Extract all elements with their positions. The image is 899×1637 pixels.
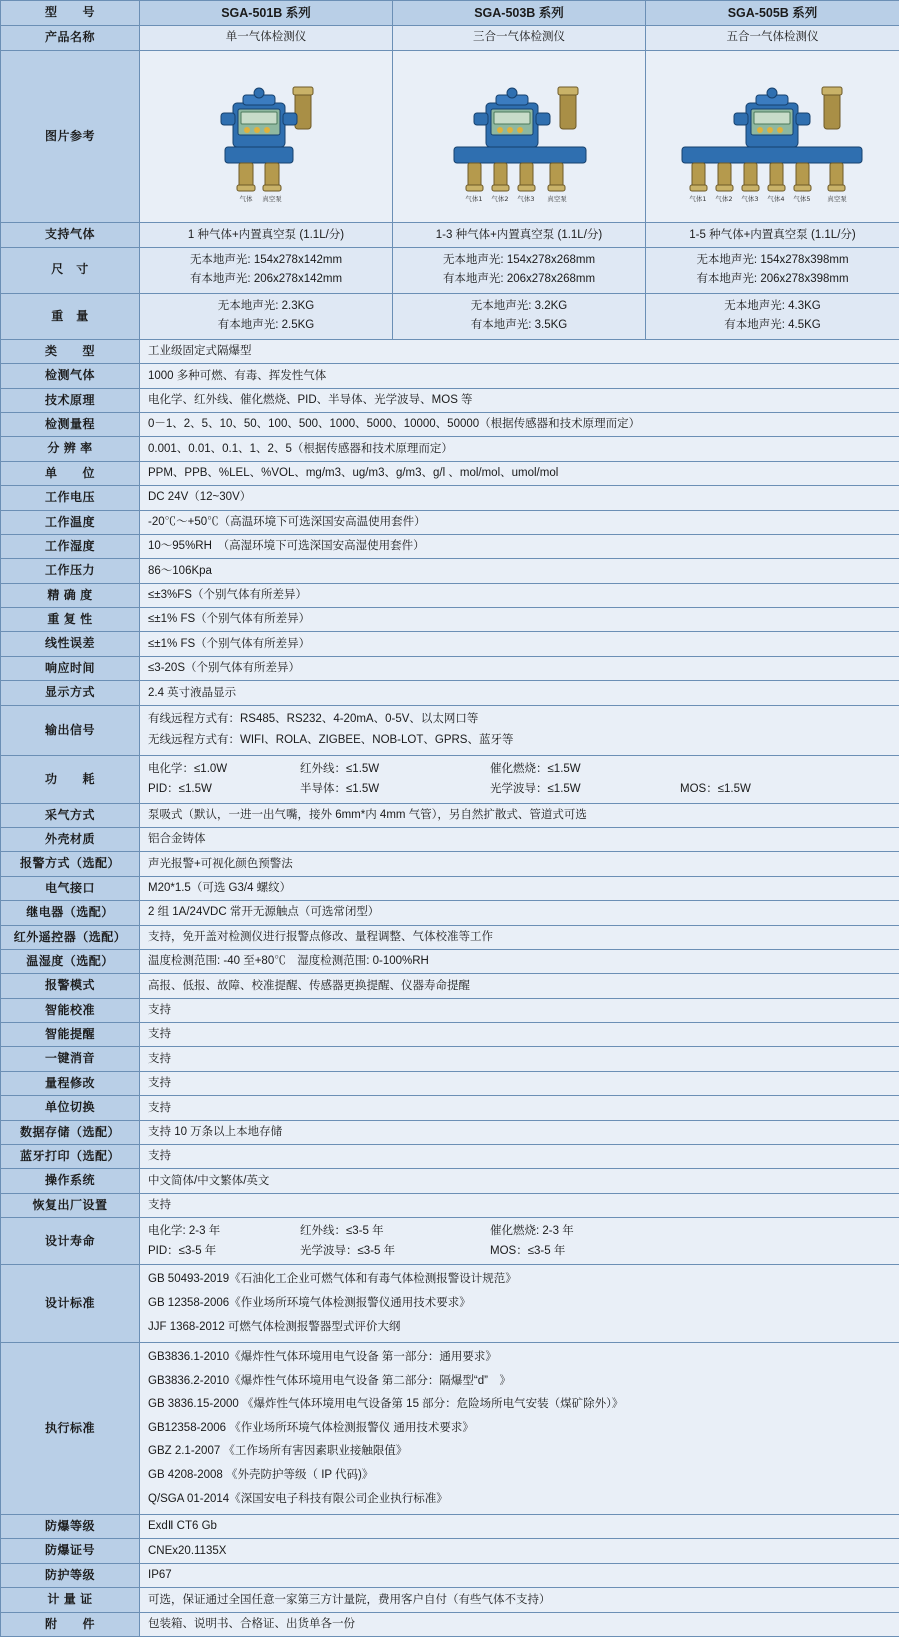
- design-life-line1: [148, 1221, 894, 1241]
- table-row-smart-reminder: [1, 1023, 899, 1047]
- table-row-size: [1, 247, 899, 293]
- table-row-smart-calibration: [1, 998, 899, 1022]
- value-range: 0－1、2、5、10、50、100、500、1000、5000、10000、50000（根据传感器和技术原理而定）: [140, 412, 899, 436]
- row-label-size: 尺 寸: [1, 247, 140, 293]
- value-resolution: 0.001、0.01、0.1、1、2、5（根据传感器和技术原理而定）: [140, 437, 899, 461]
- row-label-work-pressure: 工作压力: [1, 559, 140, 583]
- design-standard-item: JJF 1368-2012 可燃气体检测报警器型式评价大纲: [148, 1316, 894, 1340]
- value-one-key-mute: 支持: [140, 1047, 899, 1071]
- row-label-accuracy: 精 确 度: [1, 583, 140, 607]
- table-row-ir-remote-option: [1, 925, 899, 949]
- table-row-unit: [1, 461, 899, 485]
- device-drawing-5port: [658, 55, 888, 215]
- row-label-repeatability: 重 复 性: [1, 608, 140, 632]
- device-svg: [658, 55, 888, 215]
- value-voltage: DC 24V（12~30V）: [140, 486, 899, 510]
- size-503b-line1: 无本地声光: 154x278x268mm: [398, 251, 640, 271]
- size-503b: [393, 247, 646, 293]
- table-row-ip-grade: [1, 1563, 899, 1587]
- value-range-modification: 支持: [140, 1071, 899, 1095]
- power-electrochemical: 电化学：≤1.0W: [148, 759, 300, 779]
- row-label-weight: 重 量: [1, 293, 140, 339]
- row-label-ir-remote-option: 红外遥控器（选配）: [1, 925, 140, 949]
- table-row-work-humidity: [1, 534, 899, 558]
- svg-text:真空泵: 真空泵: [262, 194, 282, 203]
- row-label-relay-option: 继电器（选配）: [1, 901, 140, 925]
- weight-505b: [646, 293, 899, 339]
- row-label-power: 功 耗: [1, 756, 140, 803]
- value-ip-grade: IP67: [140, 1563, 899, 1587]
- size-501b-line2: 有本地声光: 206x278x142mm: [145, 270, 387, 290]
- life-optical-waveguide: 光学波导：≤3-5 年: [300, 1241, 490, 1261]
- row-label-bluetooth-print-option: 蓝牙打印（选配）: [1, 1145, 140, 1169]
- row-label-shell: 外壳材质: [1, 827, 140, 851]
- row-label-display: 显示方式: [1, 681, 140, 705]
- device-svg: [424, 55, 614, 215]
- svg-text:气体1: 气体1: [465, 194, 482, 203]
- table-row-support-gas: [1, 223, 899, 247]
- table-row-range: [1, 412, 899, 436]
- output-wireless: 无线远程方式有：WIFI、ROLA、ZIGBEE、NOB-LOT、GPRS、蓝牙等: [148, 730, 894, 752]
- model-503b: SGA-503B 系列: [393, 1, 646, 26]
- row-label-factory-reset: 恢复出厂设置: [1, 1193, 140, 1217]
- design-standard-item: GB 12358-2006《作业场所环境气体检测报警仪通用技术要求》: [148, 1292, 894, 1316]
- exec-standard-item: GB3836.1-2010《爆炸性气体环境用电气设备 第一部分：通用要求》: [148, 1346, 894, 1370]
- value-work-humidity: 10～95%RH （高湿环境下可选深国安高湿使用套件）: [140, 534, 899, 558]
- value-design-standard: [140, 1265, 899, 1343]
- svg-text:气体2: 气体2: [715, 194, 732, 203]
- value-type: 工业级固定式隔爆型: [140, 339, 899, 363]
- row-label-alarm-modes: 报警模式: [1, 974, 140, 998]
- row-label-model: 型 号: [1, 1, 140, 26]
- row-label-detect-gas: 检测气体: [1, 364, 140, 388]
- table-row-product-name: [1, 26, 899, 50]
- row-label-ex-cert: 防爆证号: [1, 1539, 140, 1563]
- size-505b-line2: 有本地声光: 206x278x398mm: [651, 270, 894, 290]
- value-os: 中文简体/中文繁体/英文: [140, 1169, 899, 1193]
- value-temp-humidity-option: 温度检测范围: -40 至+80℃ 湿度检测范围: 0-100%RH: [140, 949, 899, 973]
- device-image-505b: [646, 50, 899, 223]
- svg-text:气体5: 气体5: [793, 194, 810, 203]
- row-label-response-time: 响应时间: [1, 656, 140, 680]
- value-relay-option: 2 组 1A/24VDC 常开无源触点（可选常闭型）: [140, 901, 899, 925]
- value-output-signal: [140, 705, 899, 756]
- power-line1: [148, 759, 894, 779]
- row-label-smart-reminder: 智能提醒: [1, 1023, 140, 1047]
- value-accessories: 包装箱、说明书、合格证、出货单各一份: [140, 1612, 899, 1636]
- weight-505b-line1: 无本地声光: 4.3KG: [651, 297, 894, 317]
- exec-standard-item: GB3836.2-2010《爆炸性气体环境用电气设备 第二部分：隔爆型“d” 》: [148, 1370, 894, 1394]
- power-semiconductor: 半导体：≤1.5W: [300, 779, 490, 799]
- table-row-repeatability: [1, 608, 899, 632]
- row-label-range-modification: 量程修改: [1, 1071, 140, 1095]
- life-electrochemical: 电化学: 2-3 年: [148, 1221, 300, 1241]
- value-factory-reset: 支持: [140, 1193, 899, 1217]
- value-metrology: 可选，保证通过全国任意一家第三方计量院，费用客户自付（有些气体不支持）: [140, 1588, 899, 1612]
- svg-text:真空泵: 真空泵: [547, 194, 567, 203]
- size-505b: [646, 247, 899, 293]
- exec-standard-item: GBZ 2.1-2007 《工作场所有害因素职业接触限值》: [148, 1440, 894, 1464]
- table-row-model: [1, 1, 899, 26]
- table-row-linearity: [1, 632, 899, 656]
- table-row-factory-reset: [1, 1193, 899, 1217]
- row-label-metrology: 计 量 证: [1, 1588, 140, 1612]
- life-catalytic: 催化燃烧: 2-3 年: [490, 1221, 680, 1241]
- table-row-data-storage-option: [1, 1120, 899, 1144]
- design-standard-item: GB 50493-2019《石油化工企业可燃气体和有毒气体检测报警设计规范》: [148, 1268, 894, 1292]
- value-display: 2.4 英寸液晶显示: [140, 681, 899, 705]
- svg-text:气体1: 气体1: [689, 194, 706, 203]
- power-pid: PID：≤1.5W: [148, 779, 300, 799]
- table-row-exec-standard: [1, 1343, 899, 1515]
- row-label-work-humidity: 工作湿度: [1, 534, 140, 558]
- value-alarm-mode-option: 声光报警+可视化颜色预警法: [140, 852, 899, 876]
- device-image-503b: [393, 50, 646, 223]
- value-response-time: ≤3-20S（个别气体有所差异）: [140, 656, 899, 680]
- value-bluetooth-print-option: 支持: [140, 1145, 899, 1169]
- table-row-ex-cert: [1, 1539, 899, 1563]
- table-row-sampling: [1, 803, 899, 827]
- weight-503b: [393, 293, 646, 339]
- weight-503b-line1: 无本地声光: 3.2KG: [398, 297, 640, 317]
- table-row-shell: [1, 827, 899, 851]
- row-label-design-life: 设计寿命: [1, 1218, 140, 1265]
- row-label-temp-humidity-option: 温湿度（选配）: [1, 949, 140, 973]
- row-label-product-name: 产品名称: [1, 26, 140, 50]
- row-label-voltage: 工作电压: [1, 486, 140, 510]
- row-label-tech-principle: 技术原理: [1, 388, 140, 412]
- weight-501b: [140, 293, 393, 339]
- table-row-resolution: [1, 437, 899, 461]
- power-optical-waveguide: 光学波导：≤1.5W: [490, 779, 680, 799]
- table-row-bluetooth-print-option: [1, 1145, 899, 1169]
- row-label-electrical-port: 电气接口: [1, 876, 140, 900]
- table-row-temp-humidity-option: [1, 949, 899, 973]
- power-catalytic: 催化燃烧：≤1.5W: [490, 759, 680, 779]
- table-row-design-standard: [1, 1265, 899, 1343]
- size-501b: [140, 247, 393, 293]
- table-row-response-time: [1, 656, 899, 680]
- design-life-line2: [148, 1241, 894, 1261]
- device-drawing-1port: [191, 55, 341, 215]
- row-label-exec-standard: 执行标准: [1, 1343, 140, 1515]
- value-unit: PPM、PPB、%LEL、%VOL、mg/m3、ug/m3、g/m3、g/l 、mol/mol、umol/mol: [140, 461, 899, 485]
- table-row-tech-principle: [1, 388, 899, 412]
- size-505b-line1: 无本地声光: 154x278x398mm: [651, 251, 894, 271]
- size-503b-line2: 有本地声光: 206x278x268mm: [398, 270, 640, 290]
- value-electrical-port: M20*1.5（可选 G3/4 螺纹）: [140, 876, 899, 900]
- table-row-accessories: [1, 1612, 899, 1636]
- row-label-support-gas: 支持气体: [1, 223, 140, 247]
- row-label-range: 检测量程: [1, 412, 140, 436]
- value-unit-switch: 支持: [140, 1096, 899, 1120]
- table-row-range-modification: [1, 1071, 899, 1095]
- life-infrared: 红外线：≤3-5 年: [300, 1221, 490, 1241]
- value-detect-gas: 1000 多种可燃、有毒、挥发性气体: [140, 364, 899, 388]
- svg-text:真空泵: 真空泵: [827, 194, 847, 203]
- weight-505b-line2: 有本地声光: 4.5KG: [651, 316, 894, 336]
- table-row-unit-switch: [1, 1096, 899, 1120]
- table-row-power: [1, 756, 899, 803]
- table-row-accuracy: [1, 583, 899, 607]
- table-row-output-signal: [1, 705, 899, 756]
- product-name-505b: 五合一气体检测仪: [646, 26, 899, 50]
- row-label-data-storage-option: 数据存储（选配）: [1, 1120, 140, 1144]
- value-data-storage-option: 支持 10 万条以上本地存储: [140, 1120, 899, 1144]
- value-smart-calibration: 支持: [140, 998, 899, 1022]
- exec-standard-item: Q/SGA 01-2014《深国安电子科技有限公司企业执行标准》: [148, 1488, 894, 1512]
- table-row-work-pressure: [1, 559, 899, 583]
- value-ex-cert: CNEx20.1135X: [140, 1539, 899, 1563]
- product-name-501b: 单一气体检测仪: [140, 26, 393, 50]
- support-gas-501b: 1 种气体+内置真空泵 (1.1L/分): [140, 223, 393, 247]
- row-label-image-ref: 图片参考: [1, 50, 140, 223]
- value-linearity: ≤±1% FS（个别气体有所差异）: [140, 632, 899, 656]
- row-label-design-standard: 设计标准: [1, 1265, 140, 1343]
- value-work-temp: -20℃～+50℃（高温环境下可选深国安高温使用套件）: [140, 510, 899, 534]
- value-accuracy: ≤±3%FS（个别气体有所差异）: [140, 583, 899, 607]
- row-label-type: 类 型: [1, 339, 140, 363]
- value-exec-standard: [140, 1343, 899, 1515]
- table-row-display: [1, 681, 899, 705]
- table-row-detect-gas: [1, 364, 899, 388]
- row-label-linearity: 线性误差: [1, 632, 140, 656]
- row-label-resolution: 分 辨 率: [1, 437, 140, 461]
- row-label-one-key-mute: 一键消音: [1, 1047, 140, 1071]
- row-label-unit-switch: 单位切换: [1, 1096, 140, 1120]
- value-power: [140, 756, 899, 803]
- power-infrared: 红外线：≤1.5W: [300, 759, 490, 779]
- table-row-one-key-mute: [1, 1047, 899, 1071]
- value-sampling: 泵吸式（默认，一进一出气嘴，接外 6mm*内 4mm 气管），另自然扩散式、管道式可选: [140, 803, 899, 827]
- exec-standard-item: GB 3836.15-2000 《爆炸性气体环境用电气设备第 15 部分：危险场所电气安装（煤矿除外）》: [148, 1393, 894, 1417]
- weight-501b-line1: 无本地声光: 2.3KG: [145, 297, 387, 317]
- table-row-voltage: [1, 486, 899, 510]
- svg-text:气体4: 气体4: [767, 194, 784, 203]
- table-row-ex-grade: [1, 1515, 899, 1539]
- table-row-design-life: [1, 1218, 899, 1265]
- product-name-503b: 三合一气体检测仪: [393, 26, 646, 50]
- value-shell: 铝合金铸体: [140, 827, 899, 851]
- table-row-relay-option: [1, 901, 899, 925]
- row-label-accessories: 附 件: [1, 1612, 140, 1636]
- device-image-501b: [140, 50, 393, 223]
- svg-text:气体3: 气体3: [741, 194, 758, 203]
- value-repeatability: ≤±1% FS（个别气体有所差异）: [140, 608, 899, 632]
- device-svg: [191, 55, 341, 215]
- table-row-image-ref: [1, 50, 899, 223]
- table-row-work-temp: [1, 510, 899, 534]
- table-row-weight: [1, 293, 899, 339]
- life-pid: PID：≤3-5 年: [148, 1241, 300, 1261]
- row-label-sampling: 采气方式: [1, 803, 140, 827]
- value-design-life: [140, 1218, 899, 1265]
- row-label-alarm-mode-option: 报警方式（选配）: [1, 852, 140, 876]
- table-row-alarm-mode-option: [1, 852, 899, 876]
- device-drawing-3port: [424, 55, 614, 215]
- support-gas-505b: 1-5 种气体+内置真空泵 (1.1L/分): [646, 223, 899, 247]
- model-501b: SGA-501B 系列: [140, 1, 393, 26]
- table-row-metrology: [1, 1588, 899, 1612]
- table-row-electrical-port: [1, 876, 899, 900]
- exec-standard-item: GB 4208-2008 《外壳防护等级（ IP 代码)》: [148, 1464, 894, 1488]
- row-label-work-temp: 工作温度: [1, 510, 140, 534]
- support-gas-503b: 1-3 种气体+内置真空泵 (1.1L/分): [393, 223, 646, 247]
- svg-text:气体: 气体: [240, 194, 254, 203]
- table-row-alarm-modes: [1, 974, 899, 998]
- svg-text:气体2: 气体2: [491, 194, 508, 203]
- value-smart-reminder: 支持: [140, 1023, 899, 1047]
- weight-503b-line2: 有本地声光: 3.5KG: [398, 316, 640, 336]
- row-label-smart-calibration: 智能校准: [1, 998, 140, 1022]
- row-label-ex-grade: 防爆等级: [1, 1515, 140, 1539]
- power-line2: [148, 779, 894, 799]
- value-alarm-modes: 高报、低报、故障、校准提醒、传感器更换提醒、仪器寿命提醒: [140, 974, 899, 998]
- row-label-unit: 单 位: [1, 461, 140, 485]
- exec-standard-item: GB12358-2006 《作业场所环境气体检测报警仪 通用技术要求》: [148, 1417, 894, 1441]
- power-mos: MOS：≤1.5W: [680, 779, 751, 799]
- value-ir-remote-option: 支持，免开盖对检测仪进行报警点修改、量程调整、气体校准等工作: [140, 925, 899, 949]
- life-mos: MOS：≤3-5 年: [490, 1241, 680, 1261]
- row-label-os: 操作系统: [1, 1169, 140, 1193]
- output-wired: 有线远程方式有：RS485、RS232、4-20mA、0-5V、以太网口等: [148, 709, 894, 731]
- size-501b-line1: 无本地声光: 154x278x142mm: [145, 251, 387, 271]
- value-ex-grade: ExdⅡ CT6 Gb: [140, 1515, 899, 1539]
- value-work-pressure: 86～106Kpa: [140, 559, 899, 583]
- value-tech-principle: 电化学、红外线、催化燃烧、PID、半导体、光学波导、MOS 等: [140, 388, 899, 412]
- table-row-type: [1, 339, 899, 363]
- table-row-os: [1, 1169, 899, 1193]
- row-label-ip-grade: 防护等级: [1, 1563, 140, 1587]
- model-505b: SGA-505B 系列: [646, 1, 899, 26]
- svg-text:气体3: 气体3: [517, 194, 534, 203]
- weight-501b-line2: 有本地声光: 2.5KG: [145, 316, 387, 336]
- row-label-output-signal: 输出信号: [1, 705, 140, 756]
